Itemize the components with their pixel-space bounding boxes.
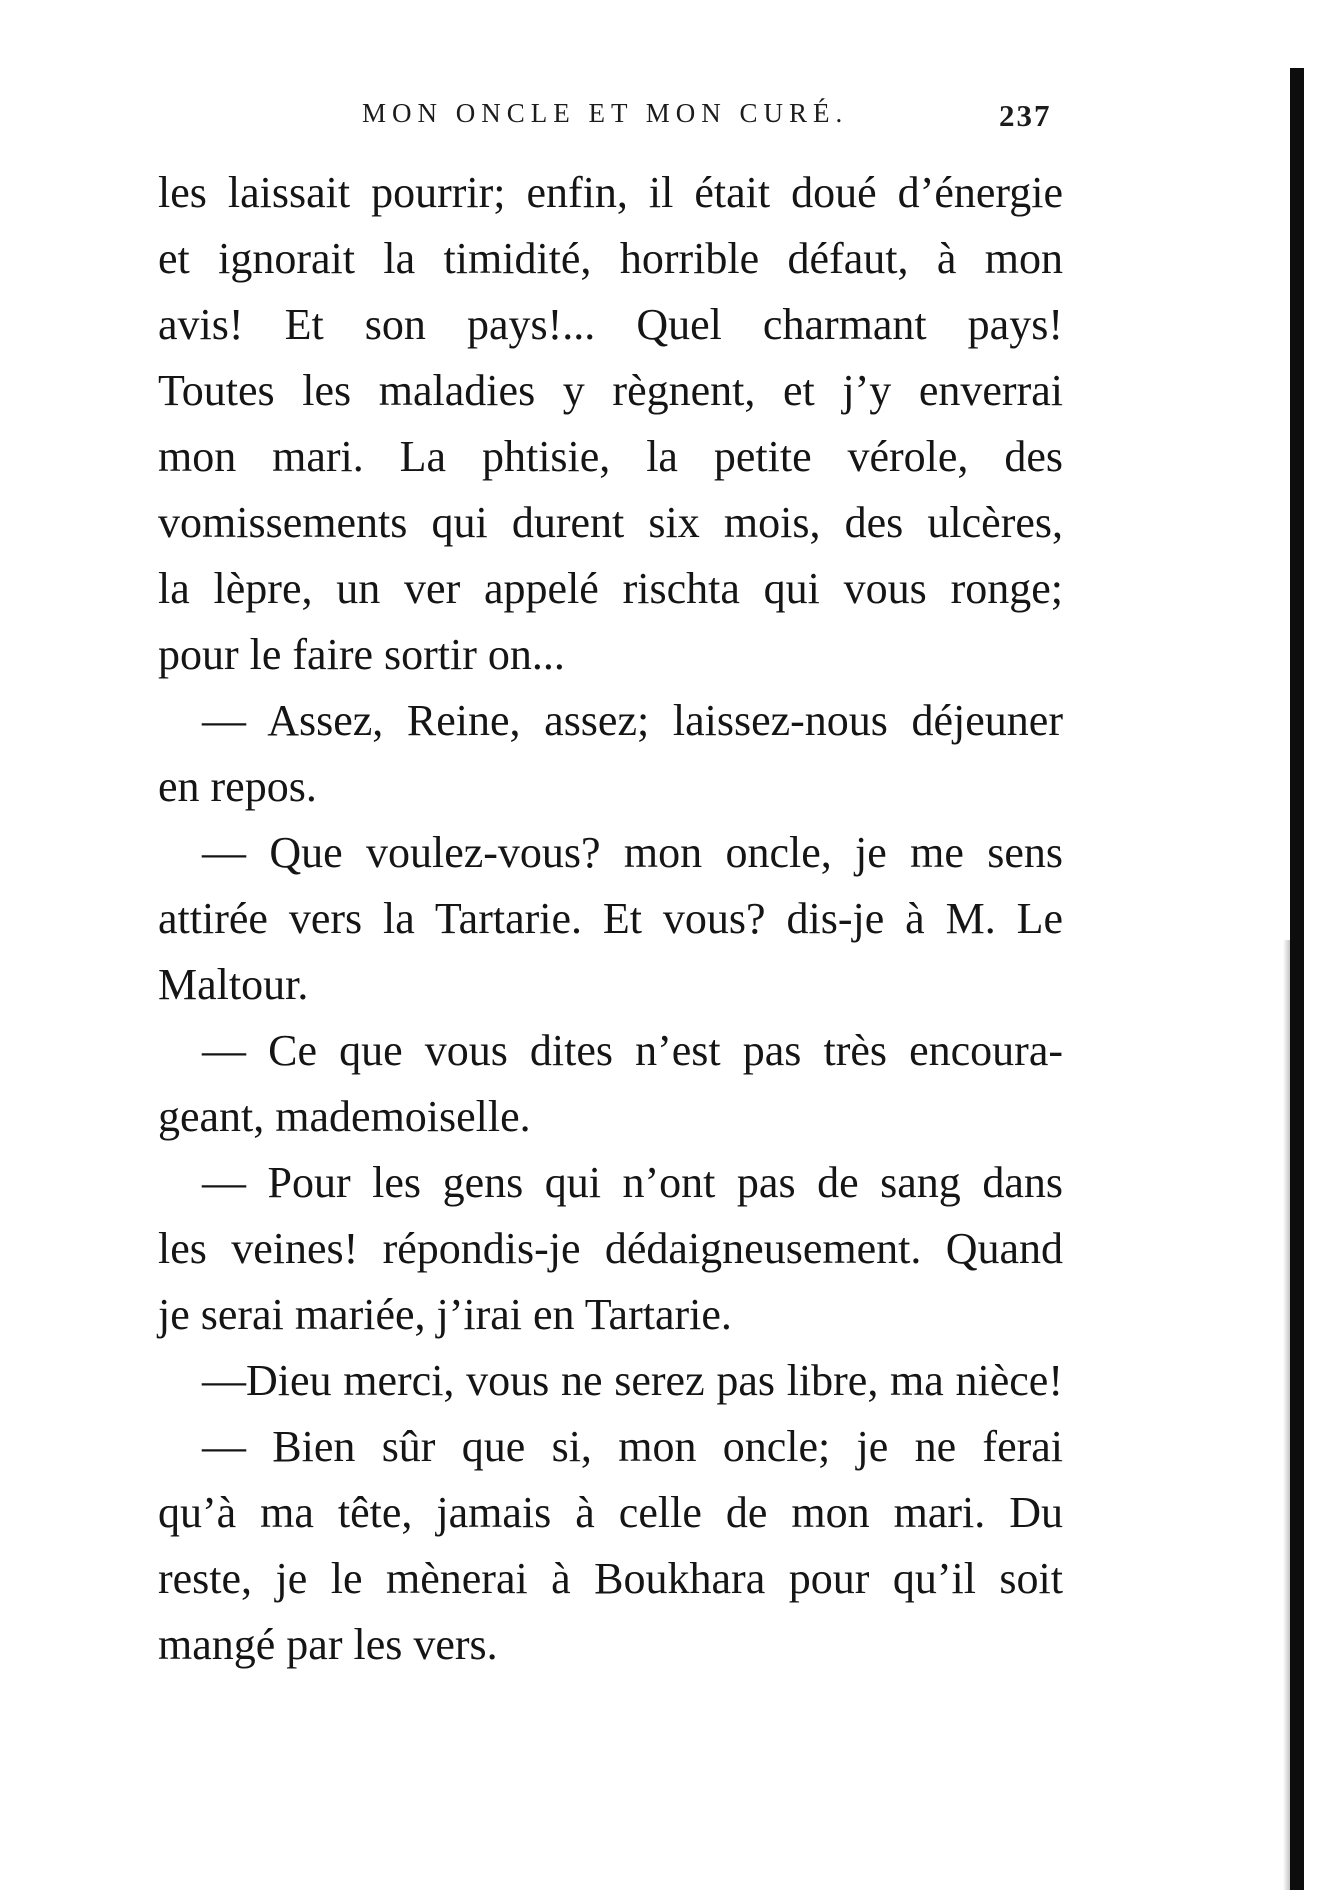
text-line: —Dieu merci, vous ne serez pas libre, ma nièce!: [202, 1356, 1063, 1405]
text-line: Maltour.: [158, 960, 309, 1009]
text-line: les laissait pourrir; enfin, il était doué d’énergie: [158, 168, 1063, 217]
text-line: la lèpre, un ver appelé rischta qui vous ronge;: [158, 564, 1063, 613]
page-number: 237: [999, 98, 1052, 133]
text-line: geant, mademoiselle.: [158, 1092, 531, 1141]
text-line: mon mari. La phtisie, la petite vérole, des: [158, 432, 1063, 481]
text-line: et ignorait la timidité, horrible défaut, à mon: [158, 234, 1063, 283]
text-line: reste, je le mènerai à Boukhara pour qu’il soit: [158, 1554, 1063, 1603]
text-line: — Assez, Reine, assez; laissez-nous déjeuner: [202, 696, 1063, 745]
text-line: qu’à ma tête, jamais à celle de mon mari. Du: [158, 1488, 1063, 1537]
text-line: — Ce que vous dites n’est pas très encoura-: [202, 1026, 1063, 1075]
text-line: attirée vers la Tartarie. Et vous? dis-je à M. Le: [158, 894, 1063, 943]
book-spine-edge: [1290, 68, 1304, 1890]
text-line: Toutes les maladies y règnent, et j’y enverrai: [158, 366, 1063, 415]
text-line: vomissements qui durent six mois, des ulcères,: [158, 498, 1063, 547]
text-line: — Pour les gens qui n’ont pas de sang dans: [202, 1158, 1063, 1207]
text-line: — Que voulez-vous? mon oncle, je me sens: [202, 828, 1063, 877]
text-line: mangé par les vers.: [158, 1620, 498, 1669]
text-line: en repos.: [158, 762, 317, 811]
text-line: — Bien sûr que si, mon oncle; je ne ferai: [202, 1422, 1063, 1471]
text-line: je serai mariée, j’irai en Tartarie.: [158, 1290, 732, 1339]
text-line: pour le faire sortir on...: [158, 630, 565, 679]
running-title: MON ONCLE ET MON CURÉ.: [362, 98, 849, 128]
text-line: avis! Et son pays!... Quel charmant pays!: [158, 300, 1063, 349]
text-line: les veines! répondis-je dédaigneusement. Quand: [158, 1224, 1063, 1273]
